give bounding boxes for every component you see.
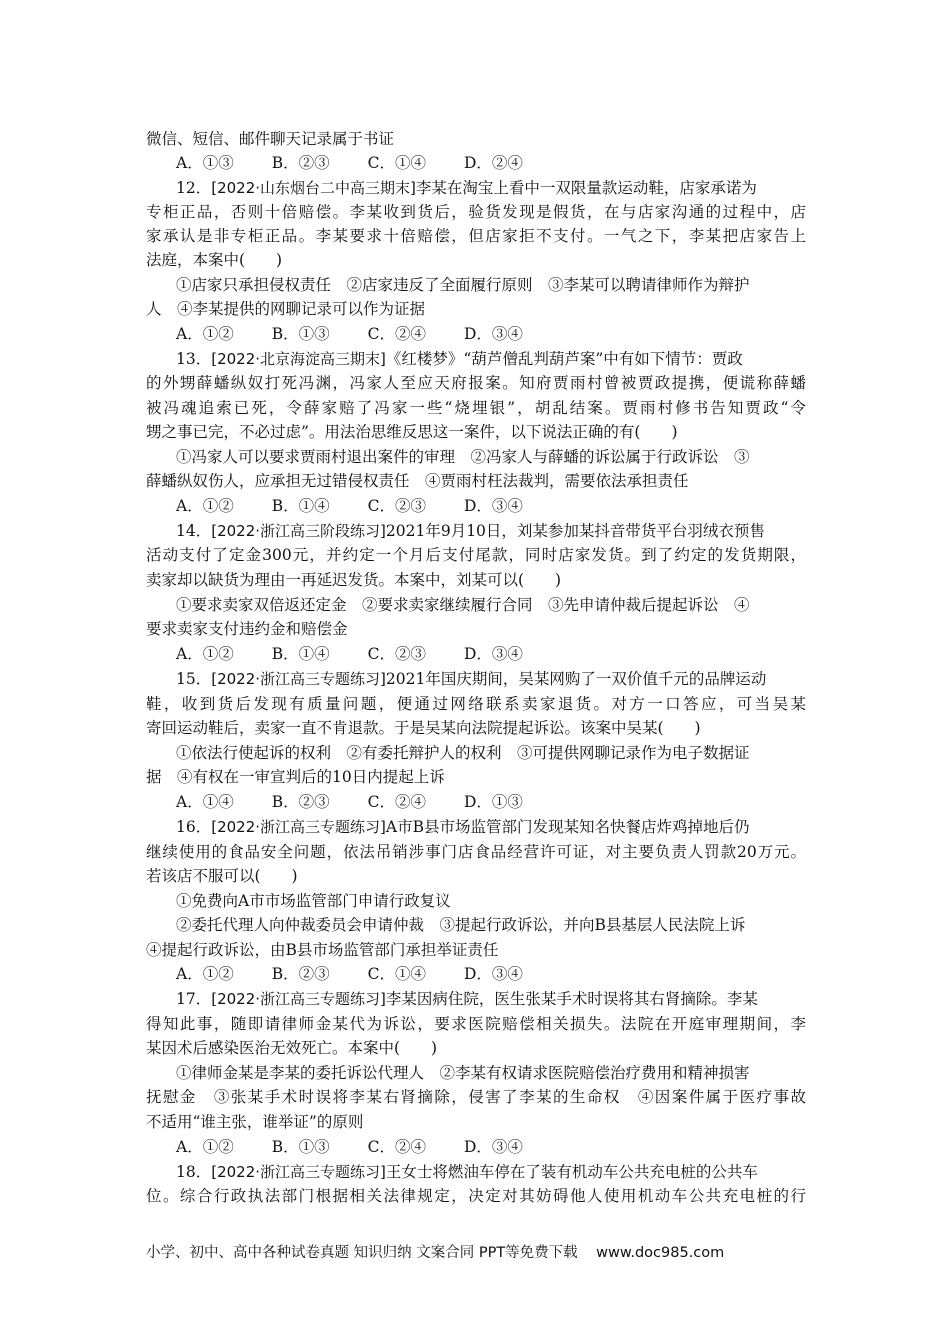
- q16-options: [176, 962, 836, 986]
- option-d: D．②④: [463, 154, 523, 172]
- question-text: 鞋，收到货后发现有质量问题，便通过网络联系卖家退货。对方一口答应，可当吴某: [146, 695, 806, 713]
- question-source-tag: [2022·浙江高三专题练习]: [211, 818, 386, 836]
- q16-first-line: [176, 815, 806, 839]
- statement-text: 抚慰金 ③张某手术时误将李某右肾摘除，侵害了李某的生命权 ④因案件属于医疗事故: [146, 1088, 806, 1106]
- q15-options: [176, 790, 836, 814]
- statement-text: ④提起行政诉讼，由B县市场监管部门承担举证责任: [146, 941, 499, 959]
- option-c: C．①④: [367, 154, 426, 172]
- option-b: B．②③: [271, 965, 330, 983]
- question-source-tag: [2022·北京海淀高三期末]: [211, 350, 386, 368]
- statement-text: 要求卖家支付违约金和赔偿金: [146, 620, 348, 638]
- question-text: 甥之事已完，不必过虑”。用法治思维反思这一案件，以下说法正确的有( ): [146, 423, 678, 441]
- option-c: C．②④: [367, 1138, 426, 1156]
- question-source-tag: [2022·浙江高三专题练习]: [211, 670, 386, 688]
- question-text: 若该店不服可以( ): [146, 867, 298, 885]
- question-source-tag: [2022·浙江高三阶段练习]: [211, 522, 386, 540]
- q14-options: [176, 642, 836, 666]
- q17-first-line: [176, 987, 806, 1011]
- question-text: 李某因病住院，医生张某手术时误将其右肾摘除。李某: [385, 990, 758, 1008]
- option-c: C．②③: [367, 645, 426, 663]
- statement-text: ①店家只承担侵权责任 ②店家违反了全面履行原则 ③李某可以聘请律师作为辩护: [176, 276, 750, 294]
- option-a: A．①②: [176, 965, 234, 983]
- question-text: 李某在淘宝上看中一双限量款运动鞋，店家承诺为: [415, 179, 757, 197]
- question-number: 17．: [176, 990, 212, 1008]
- option-a: A．①③: [176, 154, 234, 172]
- question-text: 2021年国庆期间，吴某网购了一双价值千元的品牌运动: [385, 670, 767, 688]
- question-text: 王女士将燃油车停在了装有机动车公共充电桩的公共车: [385, 1163, 758, 1181]
- statement-text: ①要求卖家双倍返还定金 ②要求卖家继续履行合同 ③先申请仲裁后提起诉讼 ④: [176, 596, 750, 614]
- question-text: 寄回运动鞋后，卖家一直不肯退款。于是吴某向法院提起诉讼。该案中吴某( ): [146, 719, 701, 737]
- question-source-tag: [2022·浙江高三专题练习]: [211, 990, 386, 1008]
- option-d: D．③④: [463, 497, 523, 515]
- question-number: 13．: [176, 350, 212, 368]
- footer-url[interactable]: www.doc985.com: [596, 1245, 725, 1261]
- option-b: B．①③: [271, 1138, 330, 1156]
- option-b: B．①③: [271, 325, 330, 343]
- question-number: 18．: [176, 1163, 212, 1181]
- option-b: B．①④: [271, 497, 330, 515]
- footer-text: 小学、初中、高中各种试卷真题 知识归纳 文案合同 PPT等免费下载: [146, 1245, 578, 1261]
- footer-banner: [146, 1242, 846, 1264]
- statement-text: ①依法行使起诉的权利 ②有委托辩护人的权利 ③可提供网聊记录作为电子数据证: [176, 744, 750, 762]
- statement-text: ①免费向A市市场监管部门申请行政复议: [176, 892, 451, 910]
- option-d: D．③④: [463, 965, 523, 983]
- option-c: C．①④: [367, 965, 426, 983]
- question-number: 16．: [176, 818, 212, 836]
- option-d: D．③④: [463, 1138, 523, 1156]
- question-number: 14．: [176, 522, 212, 540]
- statement-text: 不适用“谁主张，谁举证”的原则: [146, 1113, 364, 1131]
- q13-first-line: [176, 347, 806, 371]
- question-source-tag: [2022·浙江高三专题练习]: [211, 1163, 386, 1181]
- q11-tail: 微信、短信、邮件聊天记录属于书证: [146, 130, 395, 148]
- q17-options: [176, 1135, 836, 1159]
- q12-options: [176, 322, 836, 346]
- q12-first-line: [176, 176, 806, 200]
- question-text: 法庭，本案中( ): [146, 251, 283, 269]
- question-text: 家承认是非专柜正品。李某要求十倍赔偿，但店家拒不支付。一气之下，李某把店家告上: [146, 227, 806, 245]
- option-d: D．③④: [463, 325, 523, 343]
- option-a: A．①④: [176, 793, 234, 811]
- option-d: D．①③: [463, 793, 523, 811]
- q11-options: [176, 151, 836, 175]
- question-text: 专柜正品，否则十倍赔偿。李某收到货后，验货发现是假货，在与店家沟通的过程中，店: [146, 203, 806, 221]
- question-text: 继续使用的食品安全问题，依法吊销涉事门店食品经营许可证，对主要负责人罚款20万元。: [146, 843, 806, 861]
- q13-options: [176, 494, 836, 518]
- option-b: B．①④: [271, 645, 330, 663]
- question-source-tag: [2022·山东烟台二中高三期末]: [211, 179, 416, 197]
- question-text: 的外甥薛蟠纵奴打死冯渊，冯家人至应天府报案。知府贾雨村曾被贾政提携，便谎称薛蟠: [146, 374, 806, 392]
- q15-first-line: [176, 667, 806, 691]
- question-text: 《红楼梦》“葫芦僧乱判葫芦案”中有如下情节：贾政: [385, 350, 743, 368]
- option-d: D．③④: [463, 645, 523, 663]
- option-a: A．①②: [176, 1138, 234, 1156]
- statement-text: ②委托代理人向仲裁委员会申请仲裁 ③提起行政诉讼，并向B县基层人民法院上诉: [176, 916, 746, 934]
- option-a: A．①②: [176, 645, 234, 663]
- option-c: C．②③: [367, 497, 426, 515]
- option-b: B．②③: [271, 793, 330, 811]
- statement-text: 薛蟠纵奴伤人，应承担无过错侵权责任 ④贾雨村枉法裁判，需要依法承担责任: [146, 472, 689, 490]
- statement-text: 人 ④李某提供的网聊记录可以作为证据: [146, 300, 426, 318]
- question-text: 2021年9月10日，刘某参加某抖音带货平台羽绒衣预售: [385, 522, 765, 540]
- question-text: 得知此事，随即请律师金某代为诉讼，要求医院赔偿相关损失。法院在开庭审理期间，李: [146, 1015, 806, 1033]
- question-text: 活动支付了定金300元，并约定一个月后支付尾款，同时店家发货。到了约定的发货期限，: [146, 546, 806, 564]
- option-a: A．①②: [176, 497, 234, 515]
- option-c: C．②④: [367, 325, 426, 343]
- question-number: 12．: [176, 179, 212, 197]
- q14-first-line: [176, 519, 806, 543]
- option-a: A．①②: [176, 325, 234, 343]
- statement-text: 据 ④有权在一审宣判后的10日内提起上诉: [146, 768, 445, 786]
- question-text: 某因术后感染医治无效死亡。本案中( ): [146, 1039, 438, 1057]
- question-text: A市B县市场监管部门发现某知名快餐店炸鸡掉地后仍: [385, 818, 750, 836]
- question-number: 15．: [176, 670, 212, 688]
- option-c: C．②④: [367, 793, 426, 811]
- question-text: 被冯魂追索已死，令薛家赔了冯家一些“烧埋银”，胡乱结案。贾雨村修书告知贾政“令: [146, 399, 806, 417]
- question-text: 卖家却以缺货为理由一再延迟发货。本案中，刘某可以( ): [146, 571, 562, 589]
- question-text: 位。综合行政执法部门根据相关法律规定，决定对其妨碍他人使用机动车公共充电桩的行: [146, 1187, 806, 1205]
- statement-text: ①律师金某是李某的委托诉讼代理人 ②李某有权请求医院赔偿治疗费用和精神损害: [176, 1064, 750, 1082]
- option-b: B．②③: [271, 154, 330, 172]
- q18-first-line: [176, 1160, 806, 1184]
- statement-text: ①冯家人可以要求贾雨村退出案件的审理 ②冯家人与薛蟠的诉讼属于行政诉讼 ③: [176, 448, 750, 466]
